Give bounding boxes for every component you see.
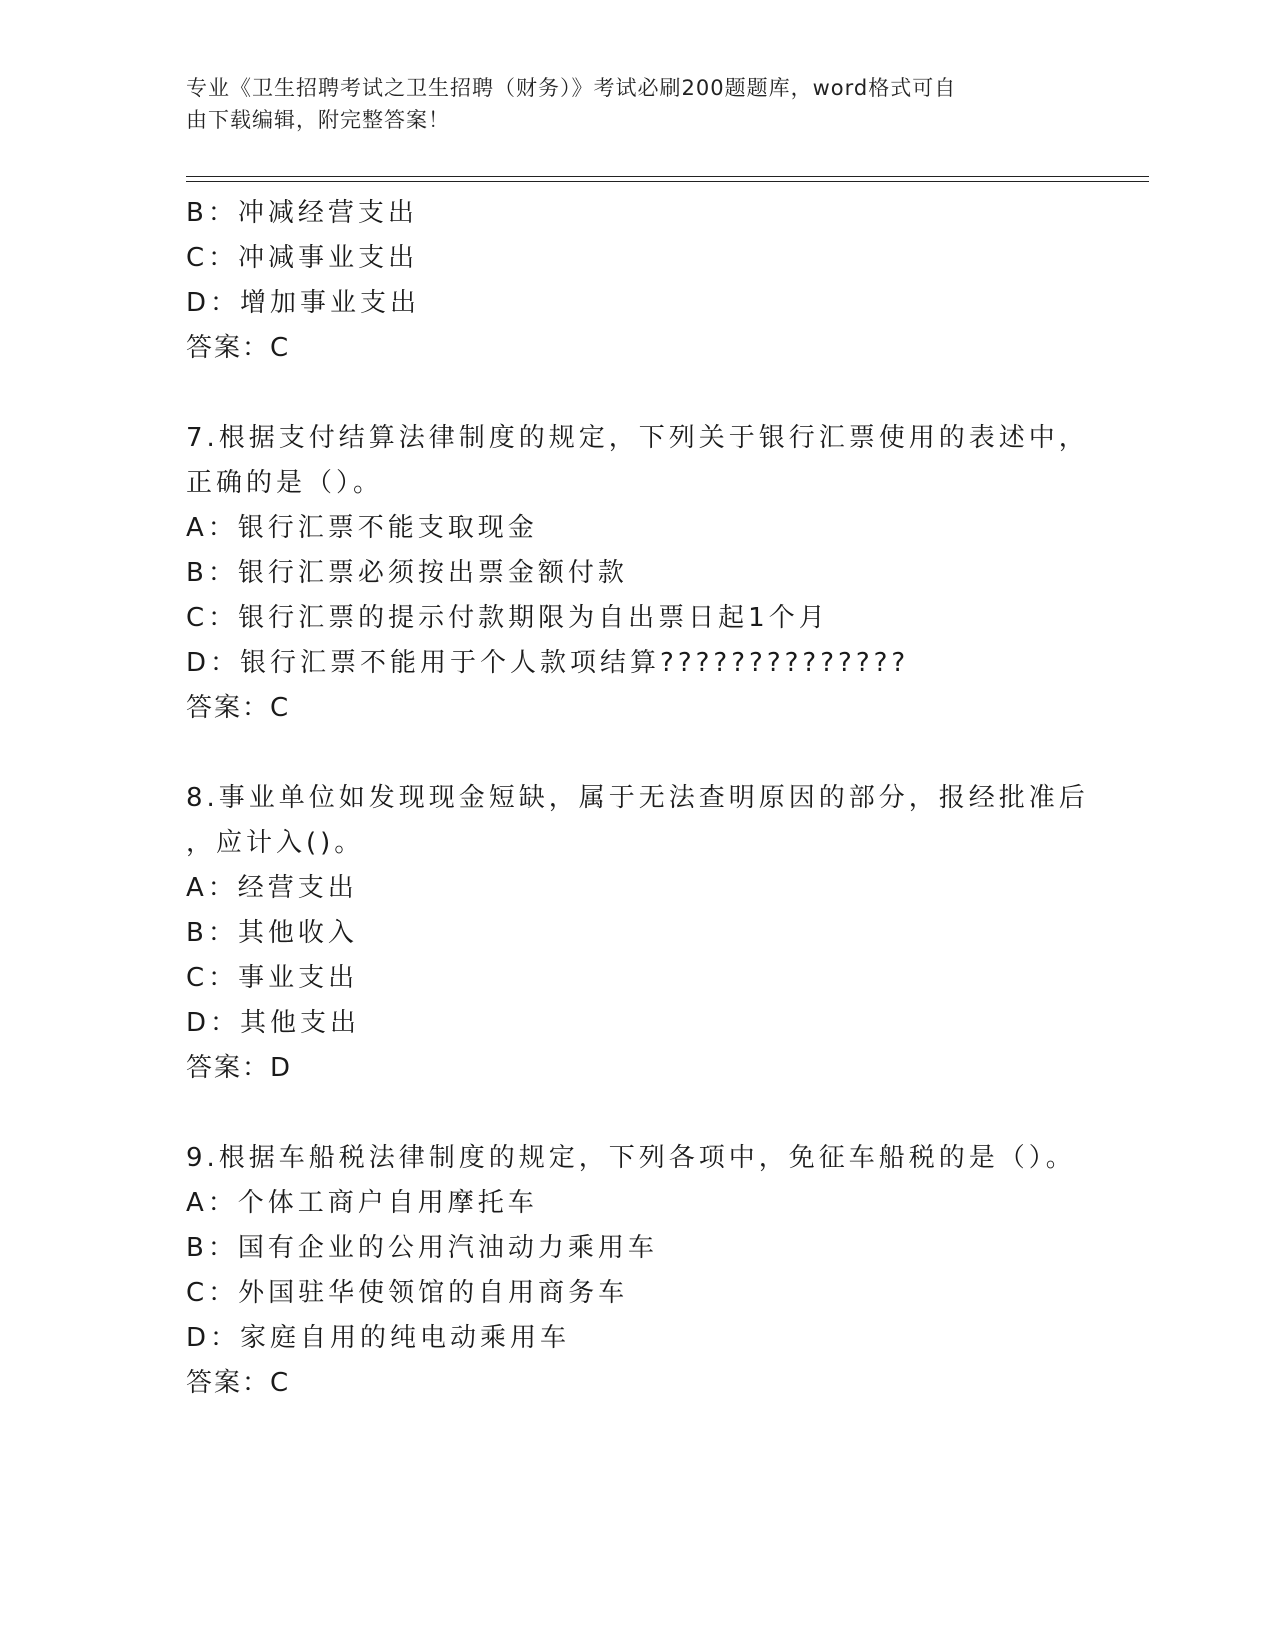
answer-text: 答案：C	[186, 693, 291, 723]
option-a: A：银行汇票不能支取现金	[186, 513, 538, 543]
question-list	[186, 191, 1089, 1406]
question-block-8	[186, 776, 1089, 1091]
header-rule-bottom	[186, 181, 1149, 182]
question-text-line: 8.事业单位如发现现金短缺，属于无法查明原因的部分，报经批准后	[186, 783, 1089, 813]
option-d: D：其他支出	[186, 1008, 361, 1038]
option-a: A：经营支出	[186, 873, 358, 903]
question-text-line: 9.根据车船税法律制度的规定，下列各项中，免征车船税的是（）。	[186, 1143, 1076, 1173]
answer-text: 答案：D	[186, 1053, 293, 1083]
option-c: C：外国驻华使领馆的自用商务车	[186, 1278, 629, 1308]
option-b: B：冲减经营支出	[186, 198, 418, 228]
header-line-1: 专业《卫生招聘考试之卫生招聘（财务）》考试必刷200题题库，word格式可自	[186, 76, 957, 100]
option-c: C：银行汇票的提示付款期限为自出票日起1个月	[186, 603, 829, 633]
question-block-6	[186, 191, 1086, 371]
answer-text: 答案：C	[186, 1368, 291, 1398]
question-text-line: ，应计入()。	[186, 828, 365, 858]
question-text-line: 7.根据支付结算法律制度的规定，下列关于银行汇票使用的表述中，	[186, 423, 1089, 453]
question-text-line: 正确的是（）。	[186, 468, 384, 498]
option-d: D：银行汇票不能用于个人款项结算??????????????	[186, 648, 910, 678]
option-b: B：银行汇票必须按出票金额付款	[186, 558, 628, 588]
option-c: C：冲减事业支出	[186, 243, 419, 273]
question-block-7	[186, 416, 1089, 731]
option-b: B：国有企业的公用汽油动力乘用车	[186, 1233, 658, 1263]
header-line-2: 由下载编辑，附完整答案！	[186, 108, 450, 132]
option-d: D：家庭自用的纯电动乘用车	[186, 1323, 571, 1353]
option-b: B：其他收入	[186, 918, 358, 948]
option-d: D：增加事业支出	[186, 288, 421, 318]
header-rule-top	[186, 176, 1149, 177]
page-header	[186, 72, 1066, 136]
option-a: A：个体工商户自用摩托车	[186, 1188, 538, 1218]
question-block-9	[186, 1136, 1086, 1406]
option-c: C：事业支出	[186, 963, 359, 993]
answer-text: 答案：C	[186, 333, 291, 363]
